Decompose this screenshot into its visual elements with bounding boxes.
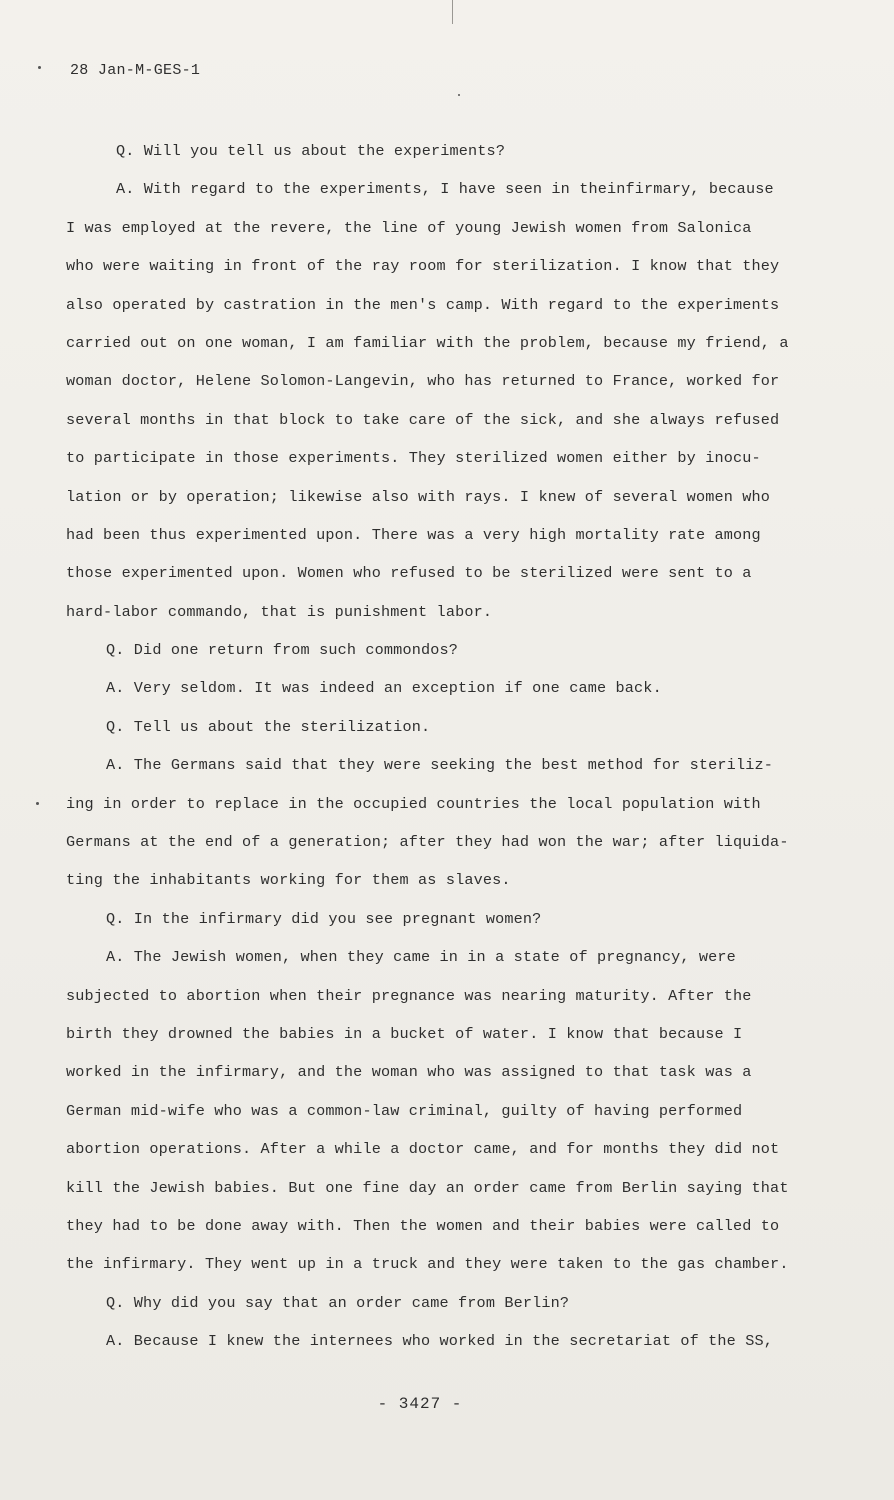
ink-speck bbox=[38, 66, 41, 69]
transcript-line: Q. In the infirmary did you see pregnant women? bbox=[106, 909, 542, 928]
transcript-line: Germans at the end of a generation; after they had won the war; after liquida- bbox=[66, 833, 789, 852]
transcript-line: woman doctor, Helene Solomon-Langevin, who has returned to France, worked for bbox=[66, 372, 780, 391]
transcript-line: the infirmary. They went up in a truck and they were taken to the gas chamber. bbox=[66, 1255, 789, 1274]
transcript-line: birth they drowned the babies in a bucket of water. I know that because I bbox=[66, 1024, 743, 1043]
ink-speck bbox=[36, 802, 39, 805]
transcript-line: they had to be done away with. Then the women and their babies were called to bbox=[66, 1216, 780, 1235]
transcript-line: to participate in those experiments. They sterilized women either by inocu- bbox=[66, 449, 761, 468]
transcript-line: ing in order to replace in the occupied countries the local population with bbox=[66, 794, 761, 813]
transcript-line: I was employed at the revere, the line of young Jewish women from Salonica bbox=[66, 218, 752, 237]
transcript-line: Q. Did one return from such commondos? bbox=[106, 641, 459, 660]
transcript-line: several months in that block to take care of the sick, and she always refused bbox=[66, 410, 780, 429]
transcript-line: hard-labor commando, that is punishment labor. bbox=[66, 602, 493, 621]
transcript-line: A. With regard to the experiments, I have seen in theinfirmary, because bbox=[116, 180, 774, 199]
page-fold-mark bbox=[452, 0, 453, 24]
page-number: - 3427 - bbox=[377, 1395, 463, 1413]
transcript-line: German mid-wife who was a common-law criminal, guilty of having performed bbox=[66, 1101, 743, 1120]
transcript-line: also operated by castration in the men's camp. With regard to the experiments bbox=[66, 295, 780, 314]
transcript-line: A. Very seldom. It was indeed an exception if one came back. bbox=[106, 679, 662, 698]
transcript-line: subjected to abortion when their pregnance was nearing maturity. After the bbox=[66, 986, 752, 1005]
document-header-id: 28 Jan-M-GES-1 bbox=[70, 62, 201, 79]
transcript-line: lation or by operation; likewise also with rays. I knew of several women who bbox=[66, 487, 771, 506]
transcript-line: had been thus experimented upon. There was a very high mortality rate among bbox=[66, 525, 761, 544]
transcript-line: Q. Why did you say that an order came from Berlin? bbox=[106, 1293, 570, 1312]
transcript-line: A. The Jewish women, when they came in in a state of pregnancy, were bbox=[106, 948, 736, 967]
transcript-line: ting the inhabitants working for them as slaves. bbox=[66, 871, 511, 890]
transcript-line: abortion operations. After a while a doctor came, and for months they did not bbox=[66, 1140, 780, 1159]
transcript-line: A. The Germans said that they were seeking the best method for steriliz- bbox=[106, 756, 774, 775]
transcript-body bbox=[66, 141, 826, 1370]
transcript-line: who were waiting in front of the ray room for sterilization. I know that they bbox=[66, 257, 780, 276]
transcript-line: those experimented upon. Women who refused to be sterilized were sent to a bbox=[66, 564, 752, 583]
transcript-line: A. Because I knew the internees who worked in the secretariat of the SS, bbox=[106, 1332, 774, 1351]
transcript-line: kill the Jewish babies. But one fine day an order came from Berlin saying that bbox=[66, 1178, 789, 1197]
transcript-line: carried out on one woman, I am familiar with the problem, because my friend, a bbox=[66, 333, 789, 352]
transcript-line: Q. Will you tell us about the experiments? bbox=[116, 142, 506, 160]
ink-speck bbox=[458, 94, 460, 96]
transcript-line: worked in the infirmary, and the woman who was assigned to that task was a bbox=[66, 1063, 752, 1082]
transcript-line: Q. Tell us about the sterilization. bbox=[106, 717, 431, 736]
